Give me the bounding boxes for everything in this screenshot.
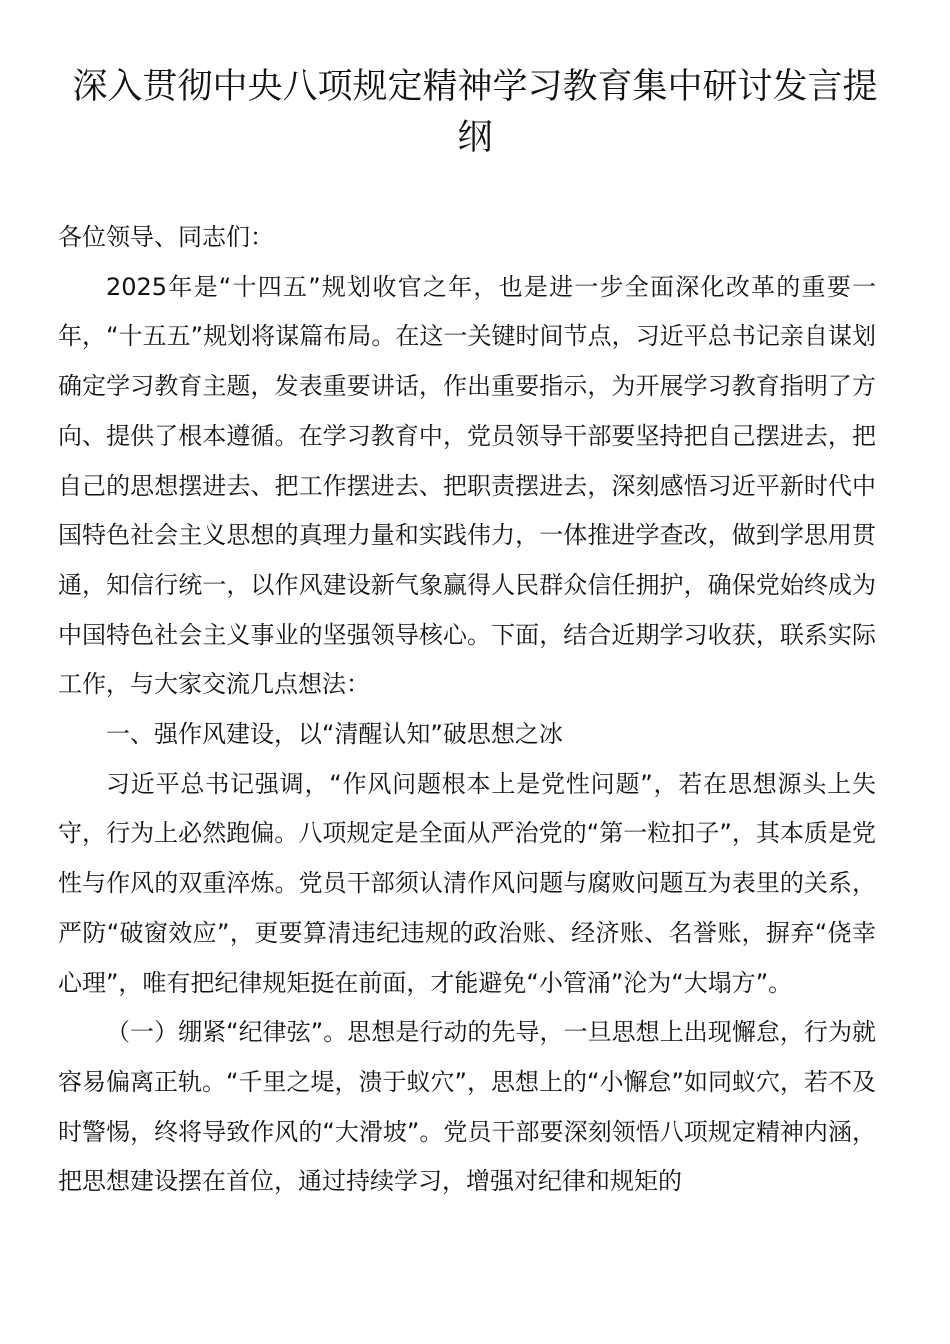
salutation: 各位领导、同志们： — [58, 223, 274, 251]
paragraph-section-1: 习近平总书记强调，“作风问题根本上是党性问题”，若在思想源头上失守，行为上必然跑偏。八项规定是全面从严治党的“第一粒扣子”，其本质是党性与作风的双重淬炼。党员干部须认清作风问题与腐败问题互为表里的关系，严防“破窗效应”，更要算清违纪违规的政治账、经济账、名誉账，摒弃“侥幸心理”，唯有把纪律规矩挺在前面，才能避免“小管涌”沦为“大塌方”。 — [58, 769, 876, 997]
section-heading-1: 一、强作风建设，以“清醒认知”破思想之冰 — [106, 720, 563, 749]
paragraph-intro: 2025年是“十四五”规划收官之年，也是进一步全面深化改革的重要一年，“十五五”规划将谋篇布局。在这一关键时间节点，习近平总书记亲自谋划确定学习教育主题，发表重要讲话，作出重要指示，为开展学习教育指明了方向、提供了根本遵循。在学习教育中，党员领导干部要坚持把自己摆进去，把自己的思想摆进去、把工作摆进去、把职责摆进去，深刻感悟习近平新时代中国特色社会主义思想的真理力量和实践伟力，一体推进学查改，做到学思用贯通，知信行统一，以作风建设新气象赢得人民群众信任拥护，确保党始终成为中国特色社会主义事业的坚强领导核心。下面，结合近期学习收获，联系实际工作，与大家交流几点想法： — [58, 272, 876, 699]
document-body — [58, 213, 876, 1207]
paragraph-subsection-1: （一）绷紧“纪律弦”。思想是行动的先导，一旦思想上出现懈怠，行为就容易偏离正轨。“千里之堤，溃于蚁穴”，思想上的“小懈怠”如同蚁穴，若不及时警惕，终将导致作风的“大滑坡”。党员干部要深刻领悟八项规定精神内涵，把思想建设摆在首位，通过持续学习，增强对纪律和规矩的 — [58, 1018, 876, 1196]
document-title: 深入贯彻中央八项规定精神学习教育集中研讨发言提纲 — [72, 67, 878, 158]
